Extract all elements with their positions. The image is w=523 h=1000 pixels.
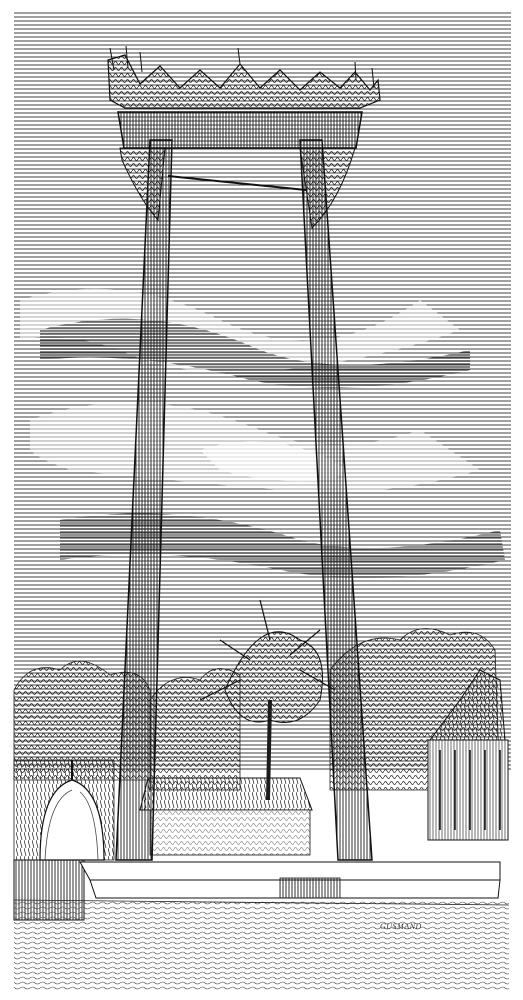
platform (14, 862, 509, 990)
artist-signature: GUSMAND (380, 922, 422, 931)
thatched-shelter (140, 778, 312, 855)
